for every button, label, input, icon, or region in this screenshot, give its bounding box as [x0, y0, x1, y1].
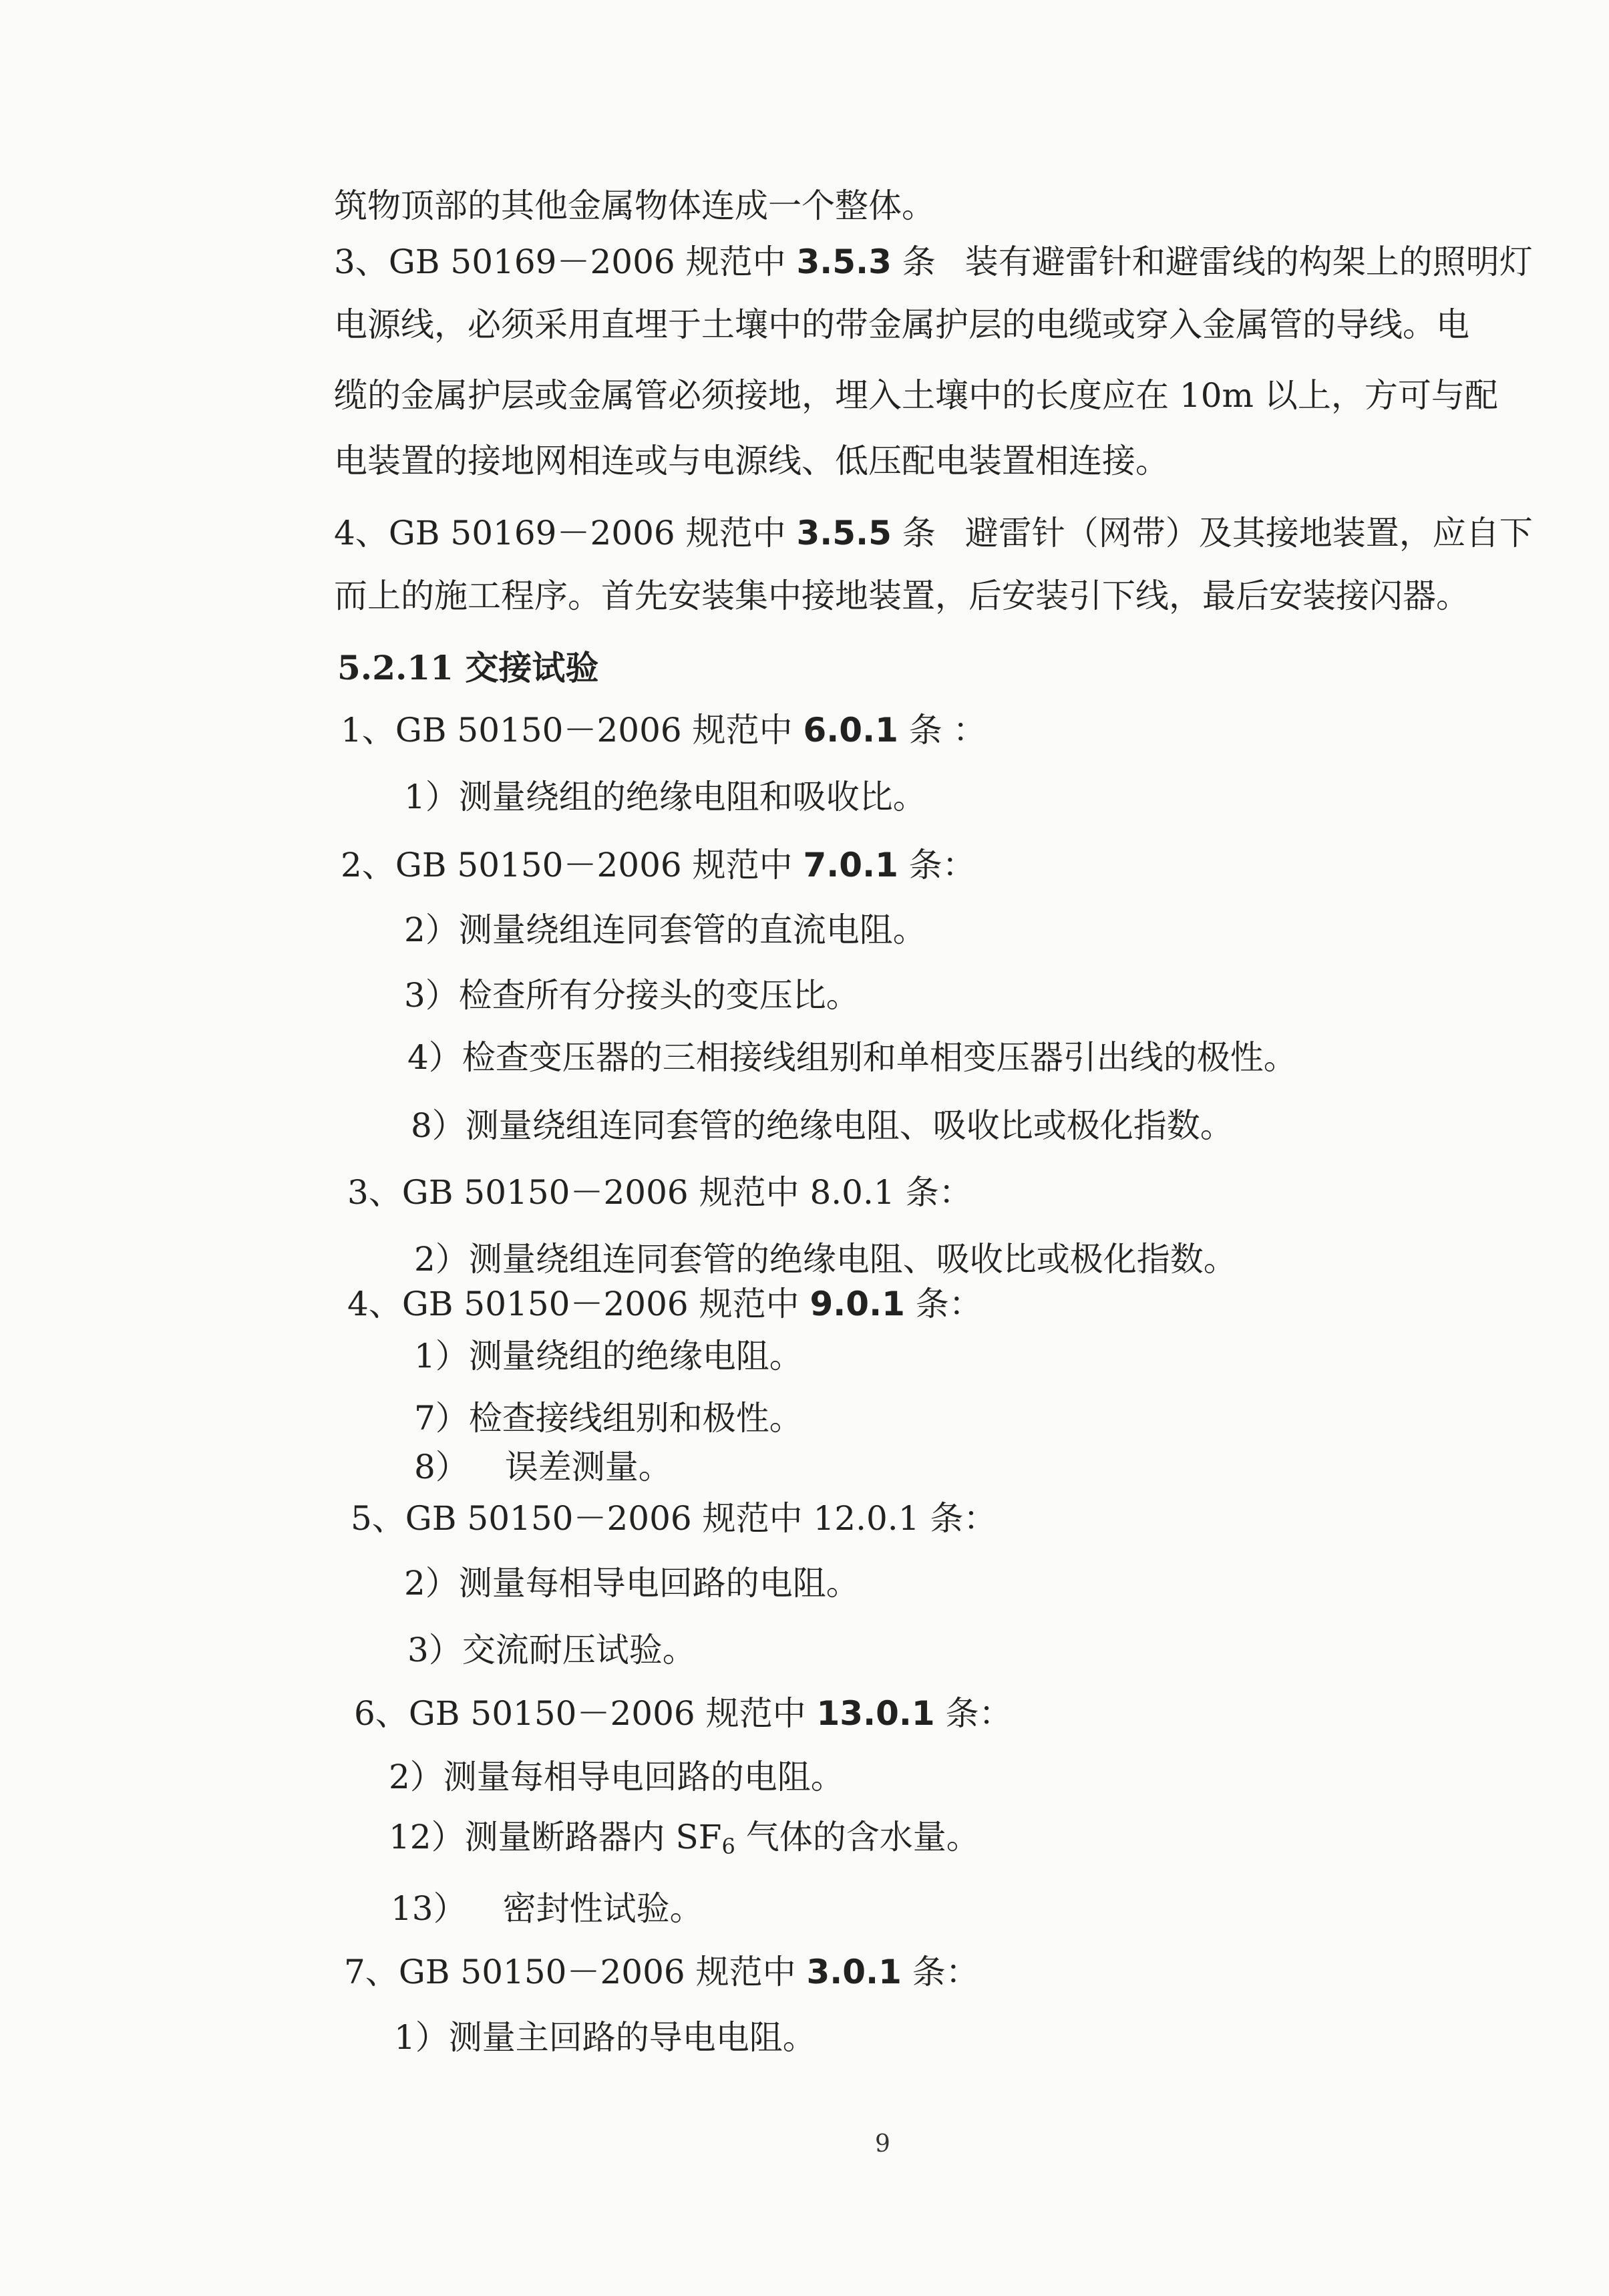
clause-line: [351, 1498, 997, 1538]
text: 气体的含水量。: [735, 1818, 980, 1856]
clause-line: [334, 513, 1533, 553]
sub-item: [389, 1817, 980, 1857]
standard-code: GB 50150－2006: [395, 846, 682, 884]
clause-number: 13.0.1: [816, 1694, 935, 1733]
clause-line: [354, 1693, 1013, 1734]
text: 密封性试验。: [502, 1889, 703, 1928]
text: 规范中: [688, 1285, 810, 1323]
text: 缆的金属护层或金属管必须接地，埋入土壤中的长度应在 10m 以上，方可与配: [334, 376, 1498, 415]
standard-code: GB 50169－2006: [388, 242, 675, 281]
clause-line: [344, 1952, 979, 1992]
text: 装有避雷针和避雷线的构架上的照明灯: [964, 242, 1533, 281]
paragraph-line: [334, 186, 935, 226]
text: 2）测量绕组连同套管的绝缘电阻、吸收比或极化指数。: [414, 1240, 1237, 1279]
item-number: 6、: [354, 1694, 409, 1733]
item-number: 13）: [391, 1889, 467, 1928]
subscript: 6: [721, 1834, 735, 1859]
text: 误差测量。: [504, 1448, 672, 1486]
text: 条：: [904, 1285, 982, 1323]
item-number: 3、: [334, 242, 389, 281]
text: 2）测量绕组连同套管的直流电阻。: [404, 911, 926, 949]
text: 避雷针（网带）及其接地装置，应自下: [964, 514, 1533, 552]
standard-code: GB 50150－2006: [401, 1285, 689, 1323]
text: 7）检查接线组别和极性。: [414, 1399, 803, 1438]
text: 条：: [934, 1694, 1013, 1733]
sub-item: [404, 975, 860, 1015]
text: 而上的施工程序。首先安装集中接地装置，后安装引下线，最后安装接闪器。: [334, 577, 1469, 615]
text: 3、GB 50150－2006 规范中 8.0.1 条：: [347, 1173, 972, 1212]
text: 电装置的接地网相连或与电源线、低压配电装置相连接。: [334, 442, 1169, 480]
sub-item: [389, 1757, 844, 1797]
standard-code: GB 50150－2006: [395, 711, 682, 750]
text: 电源线，必须采用直埋于土壤中的带金属护层的电缆或穿入金属管的导线。电: [334, 305, 1469, 344]
sub-item: [407, 1037, 1297, 1078]
item-number: 2、: [341, 846, 395, 884]
text: 5、GB 50150－2006 规范中 12.0.1 条：: [351, 1499, 997, 1538]
sub-item: [414, 1336, 803, 1376]
text: 3）检查所有分接头的变压比。: [404, 976, 860, 1015]
clause-number: 3.5.5: [796, 514, 892, 552]
text: 4）检查变压器的三相接线组别和单相变压器引出线的极性。: [407, 1038, 1297, 1077]
clause-line: [334, 242, 1533, 282]
sub-item: [394, 2017, 816, 2058]
text: 规范中: [681, 711, 803, 750]
sub-item: [414, 1239, 1237, 1279]
sub-item: [414, 1447, 672, 1487]
sub-item: [407, 1630, 696, 1670]
sub-item: [414, 1398, 803, 1438]
text: 条 ：: [898, 711, 987, 750]
text: 1）测量主回路的导电电阻。: [394, 2018, 816, 2057]
clause-line: [341, 845, 976, 885]
standard-code: GB 50169－2006: [388, 514, 675, 552]
standard-code: GB 50150－2006: [408, 1694, 695, 1733]
clause-number: 7.0.1: [803, 846, 898, 884]
sub-item: [404, 910, 926, 950]
text: 1）测量绕组的绝缘电阻。: [414, 1337, 803, 1375]
clause-number: 3.0.1: [806, 1953, 902, 1991]
text: 筑物顶部的其他金属物体连成一个整体。: [334, 186, 935, 225]
clause-number: 9.0.1: [810, 1285, 905, 1323]
item-number: 8）: [414, 1448, 469, 1486]
clause-number: 6.0.1: [803, 711, 898, 750]
section-heading: [337, 648, 598, 688]
page-number: 9: [875, 2130, 890, 2158]
text: 5.2.11 交接试验: [337, 648, 599, 687]
text: 3）交流耐压试验。: [407, 1631, 696, 1669]
text: 条: [891, 242, 936, 281]
text: 2）测量每相导电回路的电阻。: [389, 1758, 844, 1796]
clause-line: [347, 1284, 982, 1324]
text: 条: [891, 514, 936, 552]
text: 规范中: [675, 514, 797, 552]
text: 规范中: [695, 1694, 817, 1733]
item-number: 4、: [334, 514, 389, 552]
sub-item: [411, 1106, 1234, 1146]
clause-number: 3.5.3: [796, 242, 892, 281]
clause-line: [341, 710, 987, 750]
standard-code: GB 50150－2006: [398, 1953, 685, 1991]
clause-line: [347, 1172, 972, 1212]
paragraph-line: [334, 441, 1169, 481]
item-number: 4、: [347, 1285, 402, 1323]
sub-item: [404, 1563, 860, 1603]
paragraph-line: [334, 305, 1469, 345]
text: 条：: [898, 846, 976, 884]
item-number: 1、: [341, 711, 395, 750]
sub-item: [404, 777, 926, 817]
paragraph-line: [334, 375, 1498, 416]
text: 规范中: [681, 846, 803, 884]
text: 1）测量绕组的绝缘电阻和吸收比。: [404, 778, 926, 816]
text: 规范中: [685, 1953, 807, 1991]
text: 条：: [901, 1953, 979, 1991]
text: 12）测量断路器内 SF: [389, 1818, 722, 1856]
paragraph-line: [334, 576, 1469, 616]
text: 8）测量绕组连同套管的绝缘电阻、吸收比或极化指数。: [411, 1106, 1234, 1145]
item-number: 7、: [344, 1953, 399, 1991]
sub-item: [391, 1889, 703, 1929]
text: 规范中: [675, 242, 797, 281]
text: 2）测量每相导电回路的电阻。: [404, 1564, 860, 1603]
